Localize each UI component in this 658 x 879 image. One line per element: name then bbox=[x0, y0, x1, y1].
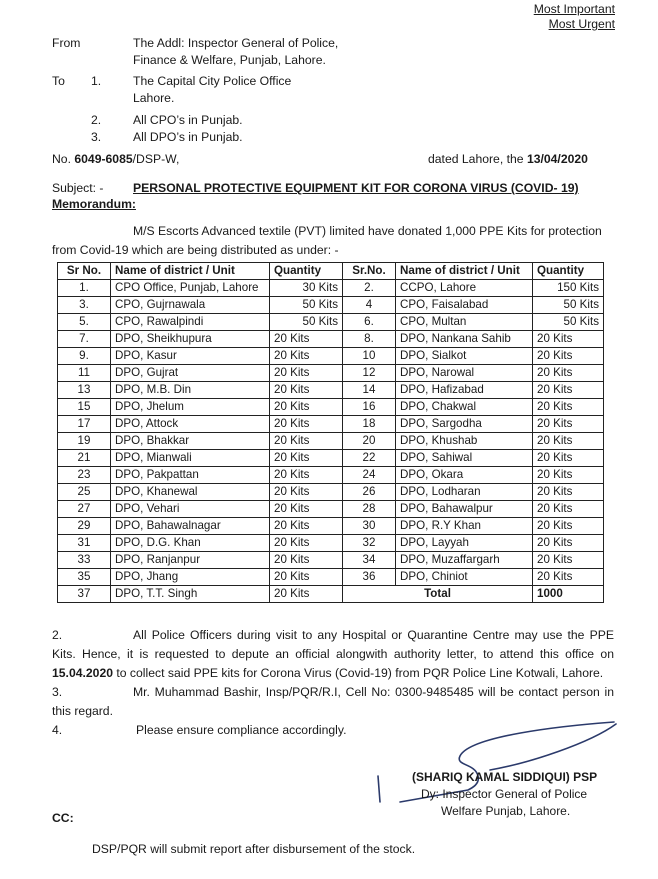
cell-quantity: 20 Kits bbox=[270, 331, 343, 348]
cell-name-2: DPO, Layyah bbox=[396, 535, 533, 552]
cell-sr: 5. bbox=[58, 314, 111, 331]
cell-sr-2: 34 bbox=[343, 552, 396, 569]
from-line-2: Finance & Welfare, Punjab, Lahore. bbox=[133, 53, 326, 67]
cell-sr-2: 26 bbox=[343, 484, 396, 501]
collection-date: 15.04.2020 bbox=[52, 666, 113, 680]
table-row bbox=[58, 569, 604, 586]
cell-sr: 25 bbox=[58, 484, 111, 501]
cell-quantity: 30 Kits bbox=[270, 280, 343, 297]
para-3-line-1: Mr. Muhammad Bashir, Insp/PQR/R.I, Cell No: 0300-9485485 will be contact person in bbox=[133, 685, 614, 699]
cell-name-2: CPO, Multan bbox=[396, 314, 533, 331]
to-item-2: All CPO’s in Punjab. bbox=[133, 113, 243, 127]
cell-name-2: CCPO, Lahore bbox=[396, 280, 533, 297]
distribution-table bbox=[57, 262, 604, 603]
para-4-num: 4. bbox=[52, 723, 63, 737]
cell-name-2: DPO, Narowal bbox=[396, 365, 533, 382]
cell-quantity-2: 20 Kits bbox=[533, 433, 604, 450]
table-row bbox=[58, 348, 604, 365]
to-item-3: All DPO’s in Punjab. bbox=[133, 130, 243, 144]
cell-sr: 11 bbox=[58, 365, 111, 382]
table-row bbox=[58, 331, 604, 348]
signatory-name: (SHARIQ KAMAL SIDDIQUI) PSP bbox=[412, 770, 598, 784]
cell-sr-2: 20 bbox=[343, 433, 396, 450]
cell-name-2: DPO, Chakwal bbox=[396, 399, 533, 416]
from-line-1: The Addl: Inspector General of Police, bbox=[133, 36, 339, 50]
cell-sr-2: 32 bbox=[343, 535, 396, 552]
cell-quantity: 20 Kits bbox=[270, 416, 343, 433]
table-row bbox=[58, 382, 604, 399]
cell-sr: 1. bbox=[58, 280, 111, 297]
memorandum-label: Memorandum: bbox=[52, 197, 136, 211]
cell-quantity: 20 Kits bbox=[270, 348, 343, 365]
to-item-1-line-1: The Capital City Police Office bbox=[133, 74, 292, 88]
cell-quantity-2: 20 Kits bbox=[533, 399, 604, 416]
intro-line-2: from Covid-19 which are being distributed as under: - bbox=[52, 243, 339, 257]
para-2-line-2: Kits. Hence, it is requested to depute an official alongwith authority letter, to attend this office on bbox=[52, 647, 614, 661]
cell-quantity: 20 Kits bbox=[270, 518, 343, 535]
para-2-line-3 bbox=[52, 666, 603, 680]
cell-quantity: 20 Kits bbox=[270, 535, 343, 552]
cell-quantity-2: 20 Kits bbox=[533, 331, 604, 348]
priority-most-important: Most Important bbox=[533, 2, 615, 16]
cell-quantity-2: 50 Kits bbox=[533, 297, 604, 314]
cell-name: DPO, M.B. Din bbox=[111, 382, 270, 399]
cell-sr-2: 12 bbox=[343, 365, 396, 382]
cell-sr: 27 bbox=[58, 501, 111, 518]
subject-text: PERSONAL PROTECTIVE EQUIPMENT KIT FOR CORONA VIRUS (COVID- 19) bbox=[133, 181, 579, 195]
col-header-sr: Sr No. bbox=[58, 263, 111, 280]
cell-quantity-2: 20 Kits bbox=[533, 501, 604, 518]
dated-value: 13/04/2020 bbox=[526, 152, 588, 166]
cell-sr: 33 bbox=[58, 552, 111, 569]
cell-name: CPO, Rawalpindi bbox=[111, 314, 270, 331]
cell-sr: 9. bbox=[58, 348, 111, 365]
cell-quantity: 20 Kits bbox=[270, 382, 343, 399]
to-item-1-line-2: Lahore. bbox=[133, 91, 175, 105]
cell-name-2: DPO, Sargodha bbox=[396, 416, 533, 433]
table-row bbox=[58, 501, 604, 518]
cell-name: CPO Office, Punjab, Lahore bbox=[111, 280, 270, 297]
cc-label: CC: bbox=[52, 811, 74, 825]
para-4-text: Please ensure compliance accordingly. bbox=[136, 723, 347, 737]
cell-name: DPO, Pakpattan bbox=[111, 467, 270, 484]
cell-name: DPO, Mianwali bbox=[111, 450, 270, 467]
table-row bbox=[58, 399, 604, 416]
to-item-3-num: 3. bbox=[91, 130, 102, 144]
cell-quantity: 20 Kits bbox=[270, 586, 343, 603]
cell-quantity-2: 20 Kits bbox=[533, 518, 604, 535]
dated bbox=[428, 152, 588, 166]
cell-name-2: DPO, Nankana Sahib bbox=[396, 331, 533, 348]
table-row bbox=[58, 518, 604, 535]
cell-name-2: CPO, Faisalabad bbox=[396, 297, 533, 314]
cell-sr-2: 16 bbox=[343, 399, 396, 416]
cell-quantity: 20 Kits bbox=[270, 399, 343, 416]
para-3-line-2: this regard. bbox=[52, 704, 113, 718]
reference-suffix: /DSP-W, bbox=[132, 152, 180, 166]
cell-quantity: 20 Kits bbox=[270, 467, 343, 484]
table-row bbox=[58, 433, 604, 450]
cell-name-2: DPO, Sahiwal bbox=[396, 450, 533, 467]
table-row bbox=[58, 297, 604, 314]
cell-name-2: DPO, Chiniot bbox=[396, 569, 533, 586]
cell-name: DPO, Bhakkar bbox=[111, 433, 270, 450]
to-item-2-num: 2. bbox=[91, 113, 102, 127]
para-2-line-3-rest: to collect said PPE kits for Corona Virus (Covid-19) from PQR Police Line Kotwali, Lahore. bbox=[113, 666, 604, 680]
cell-sr-2: 8. bbox=[343, 331, 396, 348]
cell-name-2: DPO, R.Y Khan bbox=[396, 518, 533, 535]
cell-name: DPO, T.T. Singh bbox=[111, 586, 270, 603]
cell-name: DPO, Sheikhupura bbox=[111, 331, 270, 348]
reference-number bbox=[52, 152, 179, 166]
col-header-name: Name of district / Unit bbox=[111, 263, 270, 280]
cell-quantity: 20 Kits bbox=[270, 552, 343, 569]
cell-name-2: DPO, Sialkot bbox=[396, 348, 533, 365]
cc-text: DSP/PQR will submit report after disbursement of the stock. bbox=[92, 842, 416, 856]
cell-sr-2: 22 bbox=[343, 450, 396, 467]
cell-name-2: DPO, Bahawalpur bbox=[396, 501, 533, 518]
cell-sr-2: 18 bbox=[343, 416, 396, 433]
cell-sr-2: 30 bbox=[343, 518, 396, 535]
cell-sr: 29 bbox=[58, 518, 111, 535]
cell-name: DPO, Jhelum bbox=[111, 399, 270, 416]
table-row bbox=[58, 535, 604, 552]
cell-sr-2: 36 bbox=[343, 569, 396, 586]
cell-sr: 3. bbox=[58, 297, 111, 314]
cell-quantity-2: 20 Kits bbox=[533, 365, 604, 382]
cell-sr: 31 bbox=[58, 535, 111, 552]
cell-sr: 21 bbox=[58, 450, 111, 467]
cell-quantity-2: 20 Kits bbox=[533, 552, 604, 569]
cell-sr-2: 6. bbox=[343, 314, 396, 331]
cell-sr-2: 24 bbox=[343, 467, 396, 484]
cell-name: DPO, Khanewal bbox=[111, 484, 270, 501]
cell-quantity-2: 20 Kits bbox=[533, 450, 604, 467]
cell-sr: 17 bbox=[58, 416, 111, 433]
intro-line-1: M/S Escorts Advanced textile (PVT) limited have donated 1,000 PPE Kits for protection bbox=[133, 224, 602, 238]
cell-name-2: DPO, Muzaffargarh bbox=[396, 552, 533, 569]
cell-name-2: DPO, Khushab bbox=[396, 433, 533, 450]
cell-sr: 37 bbox=[58, 586, 111, 603]
cell-name: DPO, Kasur bbox=[111, 348, 270, 365]
cell-quantity-2: 150 Kits bbox=[533, 280, 604, 297]
table-row bbox=[58, 416, 604, 433]
cell-name: DPO, D.G. Khan bbox=[111, 535, 270, 552]
cell-quantity: 50 Kits bbox=[270, 297, 343, 314]
cell-quantity: 20 Kits bbox=[270, 569, 343, 586]
col-header-quantity: Quantity bbox=[270, 263, 343, 280]
cell-quantity-2: 20 Kits bbox=[533, 569, 604, 586]
reference-prefix: No. bbox=[52, 152, 75, 166]
cell-name: DPO, Attock bbox=[111, 416, 270, 433]
cell-name-2: DPO, Lodharan bbox=[396, 484, 533, 501]
para-3-num: 3. bbox=[52, 685, 63, 699]
table-row bbox=[58, 450, 604, 467]
reference-number-value: 6049-6085 bbox=[74, 152, 133, 166]
cell-sr-2: 4 bbox=[343, 297, 396, 314]
table-row bbox=[58, 552, 604, 569]
cell-sr-2: 28 bbox=[343, 501, 396, 518]
cell-sr: 35 bbox=[58, 569, 111, 586]
table-row bbox=[58, 484, 604, 501]
cell-sr: 19 bbox=[58, 433, 111, 450]
cell-quantity: 20 Kits bbox=[270, 365, 343, 382]
para-2-line-1: All Police Officers during visit to any Hospital or Quarantine Centre may use the PPE bbox=[133, 628, 614, 642]
cell-quantity-2: 20 Kits bbox=[533, 416, 604, 433]
cell-name: DPO, Jhang bbox=[111, 569, 270, 586]
cell-name-2: DPO, Hafizabad bbox=[396, 382, 533, 399]
cell-sr-2: 2. bbox=[343, 280, 396, 297]
cell-quantity: 20 Kits bbox=[270, 433, 343, 450]
cell-sr: 13 bbox=[58, 382, 111, 399]
to-label: To bbox=[52, 74, 65, 88]
table-row bbox=[58, 365, 604, 382]
total-value: 1000 bbox=[533, 586, 604, 603]
cell-quantity: 20 Kits bbox=[270, 450, 343, 467]
cell-sr-2: 14 bbox=[343, 382, 396, 399]
cell-quantity: 20 Kits bbox=[270, 501, 343, 518]
cell-sr: 15 bbox=[58, 399, 111, 416]
table-row bbox=[58, 314, 604, 331]
cell-name: DPO, Ranjanpur bbox=[111, 552, 270, 569]
cell-quantity-2: 50 Kits bbox=[533, 314, 604, 331]
cell-name: CPO, Gujrnawala bbox=[111, 297, 270, 314]
col-header-quantity-2: Quantity bbox=[533, 263, 604, 280]
cell-quantity: 50 Kits bbox=[270, 314, 343, 331]
cell-sr: 23 bbox=[58, 467, 111, 484]
cell-quantity-2: 20 Kits bbox=[533, 467, 604, 484]
cell-name: DPO, Bahawalnagar bbox=[111, 518, 270, 535]
cell-name: DPO, Vehari bbox=[111, 501, 270, 518]
table-row-last bbox=[58, 586, 604, 603]
table-row bbox=[58, 467, 604, 484]
signatory-office: Welfare Punjab, Lahore. bbox=[441, 804, 571, 818]
subject-label: Subject: - bbox=[52, 181, 104, 195]
dated-prefix: dated Lahore, the bbox=[428, 152, 527, 166]
cell-quantity-2: 20 Kits bbox=[533, 535, 604, 552]
priority-most-urgent: Most Urgent bbox=[548, 17, 615, 31]
cell-name-2: DPO, Okara bbox=[396, 467, 533, 484]
cell-name: DPO, Gujrat bbox=[111, 365, 270, 382]
col-header-name-2: Name of district / Unit bbox=[396, 263, 533, 280]
cell-sr-2: 10 bbox=[343, 348, 396, 365]
cell-quantity-2: 20 Kits bbox=[533, 382, 604, 399]
from-label: From bbox=[52, 36, 81, 50]
cell-quantity-2: 20 Kits bbox=[533, 348, 604, 365]
para-2-num: 2. bbox=[52, 628, 63, 642]
cell-quantity-2: 20 Kits bbox=[533, 484, 604, 501]
cell-quantity: 20 Kits bbox=[270, 484, 343, 501]
col-header-sr-2: Sr.No. bbox=[343, 263, 396, 280]
signatory-title: Dy: Inspector General of Police bbox=[421, 787, 588, 801]
cell-sr: 7. bbox=[58, 331, 111, 348]
table-row bbox=[58, 280, 604, 297]
total-label: Total bbox=[343, 586, 533, 603]
table-header-row bbox=[58, 263, 604, 280]
to-item-1-num: 1. bbox=[91, 74, 102, 88]
